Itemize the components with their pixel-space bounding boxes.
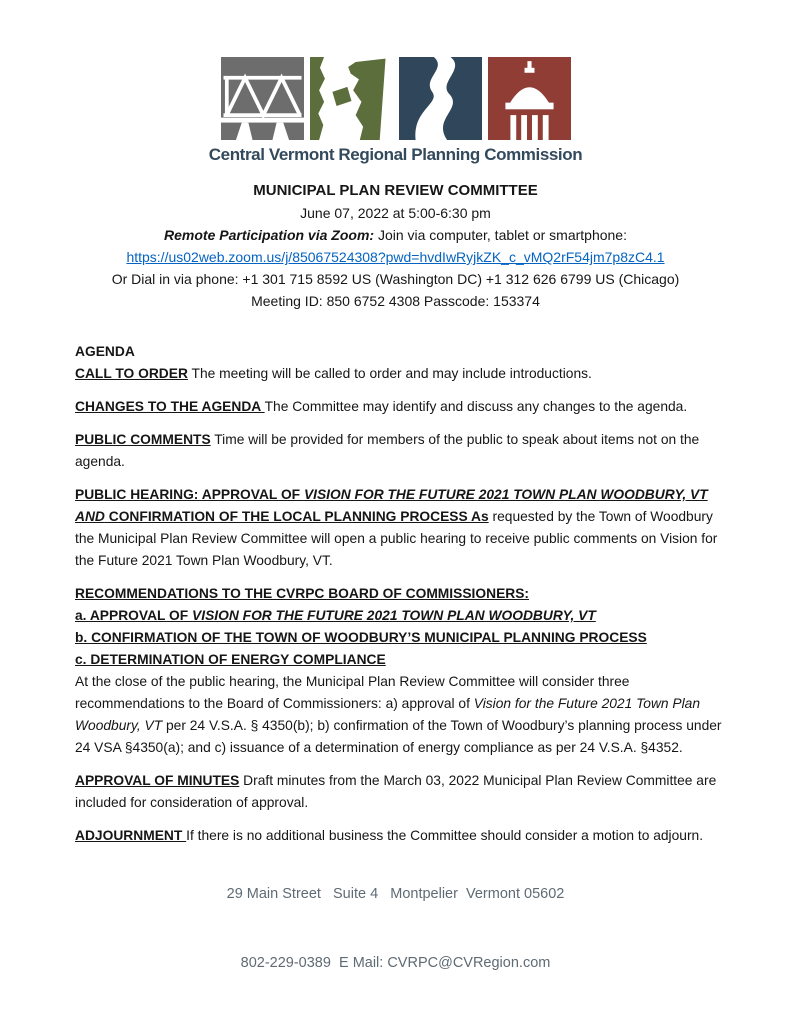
recommendations-text-2: per 24 V.S.A. § 4350(b); b) confirmation of the Town of Woodbury’s planning process under 24 VSA §4350(a); and c) issuance of a determination of energy compliance as per 24 V.S.A. §4352. [75, 718, 722, 755]
vermont-state-icon [310, 57, 393, 140]
covered-bridge-icon [221, 57, 304, 140]
call-to-order-text: The meeting will be called to order and may include introductions. [187, 366, 592, 381]
recommendation-b: b. CONFIRMATION OF THE TOWN OF WOODBURY’S MUNICIPAL PLANNING PROCESS [75, 630, 647, 645]
recommendations-plan-title-italic: Vision for the Future 2021 Town Plan Woodbury, VT [75, 696, 701, 733]
capitol-dome-icon [488, 57, 571, 140]
recommendations-text-1: At the close of the public hearing, the Municipal Plan Review Committee will consider three recommendations to the Board of Commissioners: a) approval of [75, 674, 630, 711]
changes-heading: CHANGES TO THE AGENDA [75, 399, 265, 414]
zoom-instructions-text: Join via computer, tablet or smartphone: [374, 227, 627, 243]
document-footer [0, 837, 791, 998]
recommendation-a-label: a. APPROVAL OF [75, 608, 193, 623]
public-comments-text: Time will be provided for members of the public to speak about items not on the agenda. [75, 432, 700, 469]
cvrpc-logo [0, 0, 791, 165]
recommendation-a-plan-title: VISION FOR THE FUTURE 2021 TOWN PLAN WOODBURY, VT [192, 608, 596, 623]
dial-in-line: Or Dial in via phone: +1 301 715 8592 US (Washington DC) +1 312 626 6799 US (Chicago) [111, 271, 680, 287]
agenda-item-minutes [75, 770, 723, 814]
zoom-instructions [0, 224, 791, 246]
recommendation-c: c. DETERMINATION OF ENERGY COMPLIANCE [75, 652, 386, 667]
public-comments-heading: PUBLIC COMMENTS [75, 432, 211, 447]
public-hearing-text: requested by the Town of Woodbury the Municipal Plan Review Committee will open a public hearing to receive public comments on Vision for the Future 2021 Town Plan Woodbury, VT. [75, 509, 718, 568]
recommendations-heading: RECOMMENDATIONS TO THE CVRPC BOARD OF COMMISSIONERS: [75, 586, 530, 601]
logo-tiles [0, 57, 791, 140]
zoom-instructions-label: Remote Participation via Zoom: [164, 227, 375, 243]
minutes-text: Draft minutes from the March 03, 2022 Municipal Plan Review Committee are included for consideration of approval. [75, 773, 717, 810]
footer-contact: 802-229-0389 E Mail: CVRPC@CVRegion.com [240, 955, 551, 971]
zoom-meeting-link[interactable]: https://us02web.zoom.us/j/85067524308?pwd=hvdIwRyjkZK_c_vMQ2rF54jm7p8zC4.1 [126, 249, 665, 265]
call-to-order-heading: CALL TO ORDER [75, 366, 188, 381]
agenda-item-changes [75, 396, 723, 418]
agenda-item-call-to-order [75, 363, 723, 385]
meeting-id-line: Meeting ID: 850 6752 4308 Passcode: 153374 [251, 293, 540, 309]
meeting-header [0, 180, 791, 312]
logo-caption: Central Vermont Regional Planning Commission [208, 145, 583, 164]
footer-address: 29 Main Street Suite 4 Montpelier Vermont 05602 [226, 886, 565, 902]
meeting-datetime: June 07, 2022 at 5:00-6:30 pm [300, 205, 491, 221]
winding-river-icon [399, 57, 482, 140]
public-hearing-heading-2: CONFIRMATION OF THE LOCAL PLANNING PROCESS As [104, 509, 489, 524]
agenda-item-recommendations [75, 583, 723, 759]
agenda-body [75, 341, 723, 847]
changes-text: The Committee may identify and discuss any changes to the agenda. [264, 399, 688, 414]
agenda-item-public-hearing [75, 484, 723, 572]
adjournment-heading: ADJOURNMENT [75, 828, 187, 843]
public-hearing-heading-plan-title: VISION FOR THE FUTURE 2021 TOWN PLAN WOODBURY, VT AND [75, 487, 708, 524]
public-hearing-heading-1: PUBLIC HEARING: APPROVAL OF [75, 487, 304, 502]
adjournment-text: If there is no additional business the Committee should consider a motion to adjourn. [186, 828, 704, 843]
agenda-heading: AGENDA [75, 344, 135, 359]
zoom-link-line [0, 246, 791, 268]
minutes-heading: APPROVAL OF MINUTES [75, 773, 240, 788]
meeting-title: MUNICIPAL PLAN REVIEW COMMITTEE [253, 182, 538, 199]
agenda-item-public-comments [75, 429, 723, 473]
